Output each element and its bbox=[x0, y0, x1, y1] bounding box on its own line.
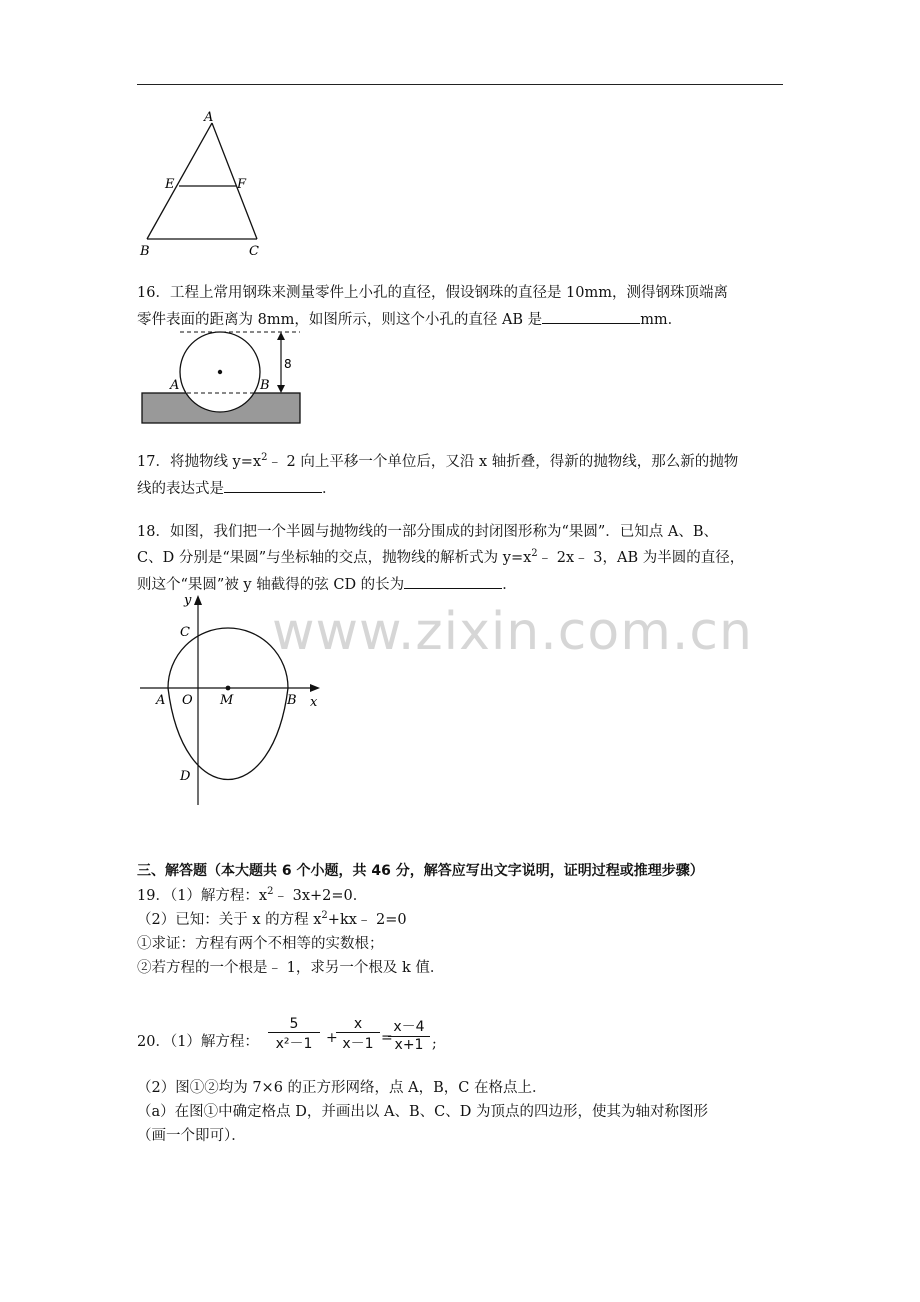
label-E: E bbox=[165, 177, 175, 192]
label-C: C bbox=[249, 244, 259, 259]
label-B: B bbox=[260, 378, 270, 393]
answer-blank bbox=[404, 574, 502, 589]
label-B: B bbox=[140, 244, 150, 259]
label-F: F bbox=[237, 177, 247, 192]
label-B: B bbox=[287, 693, 297, 708]
dim-label: 8 bbox=[284, 357, 292, 371]
q19-line2: （2）已知：关于 x 的方程 $x^2+kx﹣$ 2=0 bbox=[137, 910, 407, 928]
plus-sign: + bbox=[326, 1030, 338, 1046]
label-A: A bbox=[204, 110, 214, 125]
triangle-figure bbox=[137, 108, 267, 260]
q19-line1: 19．（1）解方程：$x^2﹣$ 3x+2=0． bbox=[137, 886, 368, 904]
q20-line4: （画一个即可）． bbox=[137, 1128, 246, 1144]
q17-line1: 17．将抛物线 $y=x^2﹣$ 2 向上平移一个单位后，又沿 x 轴折叠，得新的抛物线，那么新的抛物 bbox=[137, 452, 739, 470]
q20-line2: （2）图①②均为 7×6 的正方形网络，点 A，B，C 在格点上． bbox=[137, 1080, 547, 1096]
label-C: C bbox=[180, 625, 190, 640]
section-heading: 三、解答题（本大题共 6 个小题，共 46 分，解答应写出文字说明，证明过程或推理步骤） bbox=[137, 863, 704, 879]
q20-line3: （a）在图①中确定格点 D，并画出以 A、B、C、D 为顶点的四边形，使其为轴对称图形 bbox=[137, 1104, 708, 1120]
fraction-2: $\frac{x}{x-1}$ bbox=[336, 1016, 380, 1053]
label-x: x bbox=[310, 695, 318, 710]
watermark: www.zixin.com.cn bbox=[272, 602, 753, 662]
semicolon: ; bbox=[432, 1036, 437, 1052]
fraction-3: $\frac{x-4}{x+1}$ bbox=[388, 1016, 430, 1053]
label-D: D bbox=[180, 769, 191, 784]
fraction-1: $\frac{5}{\text{x²－1}}$ bbox=[268, 1016, 320, 1053]
q16-line2: 零件表面的距离为 8mm，如图所示，则这个小孔的直径 AB 是 mm． bbox=[137, 309, 682, 330]
q18-line1: 18．如图，我们把一个半圆与抛物线的一部分围成的封闭图形称为“果圆”．已知点 A、B、 bbox=[137, 524, 719, 540]
label-M: M bbox=[220, 693, 234, 708]
q18-line2: C、D 分别是“果圆”与坐标轴的交点，抛物线的解析式为 $y=x^2﹣$ 2x﹣ 3，AB 为半圆的直径， bbox=[137, 548, 745, 566]
label-O: O bbox=[182, 693, 193, 708]
answer-blank bbox=[224, 478, 322, 493]
equals-sign: = bbox=[381, 1030, 393, 1046]
label-A: A bbox=[170, 378, 180, 393]
answer-blank bbox=[542, 309, 640, 324]
label-A: A bbox=[156, 693, 166, 708]
q19-line4: ②若方程的一个根是﹣ 1，求另一个根及 k 值． bbox=[137, 960, 445, 976]
q20-prefix: 20．（1）解方程： bbox=[137, 1034, 259, 1050]
ball-figure bbox=[140, 326, 305, 426]
q16-line1: 16．工程上常用钢珠来测量零件上小孔的直径，假设钢珠的直径是 10mm，测得钢珠顶端离 bbox=[137, 285, 729, 301]
q19-line3: ①求证：方程有两个不相等的实数根； bbox=[137, 936, 384, 952]
label-y: y bbox=[184, 593, 192, 608]
q18-line3: 则这个“果圆”被 y 轴截得的弦 CD 的长为 ． bbox=[137, 574, 517, 595]
header-rule bbox=[137, 84, 783, 85]
guoyuan-figure bbox=[138, 590, 328, 812]
q17-line2: 线的表达式是 ． bbox=[137, 478, 337, 499]
